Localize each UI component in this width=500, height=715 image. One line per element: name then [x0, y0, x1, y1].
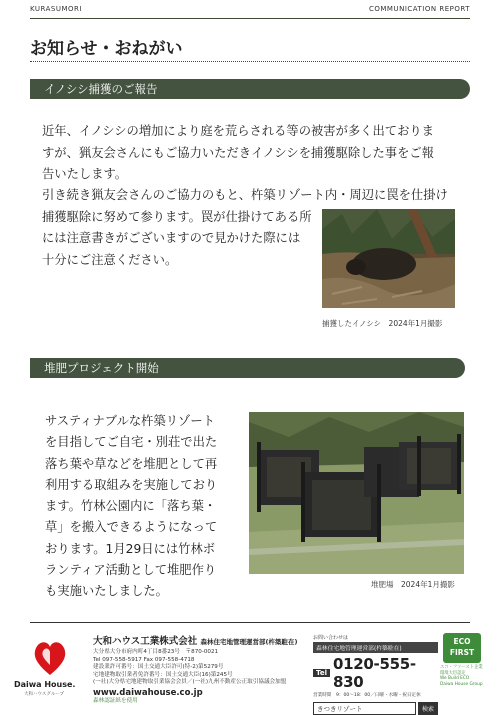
- section2-banner: [30, 358, 465, 378]
- website-link[interactable]: www.daiwahouse.co.jp: [93, 687, 203, 698]
- eco-first-badge: [443, 633, 481, 663]
- paper-note: 森林認証紙を使用: [93, 697, 138, 704]
- section1-title: イノシシ捕獲のご報告: [44, 82, 158, 96]
- boar-photo: [322, 209, 455, 308]
- logo-subtext: 大和ハウスグループ: [24, 692, 65, 697]
- company-name: 大和ハウス工業株式会社: [93, 636, 198, 647]
- section1-line: 十分にご注意ください。: [42, 252, 178, 267]
- company-block: [93, 633, 308, 706]
- header-rule: [30, 18, 470, 19]
- section2-line: も実施いたしました。: [45, 584, 168, 599]
- section2-line: 利用する取組みを実施しており: [45, 477, 218, 492]
- section2-line: サスティナブルな杵築リゾート: [45, 414, 215, 428]
- section2-line: おります。1月29日には竹林ボ: [45, 541, 216, 556]
- tel-badge: Tel: [313, 669, 330, 677]
- section2-line: ランティア活動として堆肥作り: [45, 563, 217, 578]
- section1-line: 引き続き猟友会さんのご協力のもと、杵築リゾート内・周辺に罠を仕掛け: [42, 188, 448, 202]
- section1-line: には注意書きがございますので見かけた際には: [42, 231, 301, 245]
- section1-line: 告いたします。: [42, 167, 128, 181]
- section1-paragraph1: [42, 121, 482, 186]
- contact-block: [313, 634, 438, 715]
- section2-line: 落ち葉や草などを堆肥として再: [45, 456, 218, 471]
- logo-wordmark: Daiwa House.: [14, 680, 76, 689]
- header-brand: KURASUMORI: [30, 5, 82, 13]
- section1-banner: [30, 79, 470, 99]
- section2-line: を目指してご自宅・別荘で出た: [45, 435, 218, 450]
- eco-badge-bottom: FIRST: [449, 648, 475, 657]
- address: 大分県大分市府内町4丁目8番23号 〒870-0021: [93, 649, 219, 655]
- section1-line: 捕獲駆除に努めて参ります。罠が仕掛けてある所: [42, 209, 312, 224]
- contact-dept: 森林住宅地管理運営部(杵築駐在): [313, 642, 438, 653]
- section2-line: 草」を搬入できるようになって: [45, 520, 218, 535]
- eco-badge-top: ECO: [453, 637, 471, 646]
- section2-title: 堆肥プロジェクト開始: [44, 361, 159, 375]
- title-dotted-rule: [30, 61, 470, 62]
- tel-fax: Tel 097-558-5917 Fax 097-558-4718: [93, 656, 195, 663]
- contact-label: お問い合わせは: [313, 635, 349, 641]
- section1-line: すが、猟友会さんにもご協力いただきイノシシを捕獲駆除した事をご報: [42, 145, 434, 160]
- eco-caption-line: エコ・ファースト企業: [440, 665, 483, 670]
- eco-caption: [440, 665, 488, 687]
- daiwa-house-logo-icon: [28, 635, 72, 679]
- header-report-title: COMMUNICATION REPORT: [369, 5, 470, 13]
- eco-caption-line: 環境大臣認定: [440, 670, 466, 676]
- section2-line: ます。竹林公園内に「落ち葉・: [45, 499, 217, 514]
- search-box[interactable]: きつきリゾート: [313, 702, 416, 715]
- branch-name: 森林住宅地管理運営部(杵築駐在): [200, 638, 298, 646]
- footer-rule: [30, 622, 470, 623]
- eco-caption-line: Daiwa House Group: [440, 681, 483, 687]
- free-dial-number[interactable]: 0120-555-830: [333, 655, 416, 691]
- business-hours: 営業時間 9：00～18：00／日曜・水曜・祝日定休: [313, 693, 421, 698]
- page-title: お知らせ・おねがい: [30, 39, 183, 59]
- compost-photo: [249, 412, 464, 574]
- association: (一社)大分県宅地建物取引業協会会員／(一社)九州不動産公正取引協議会加盟: [93, 679, 287, 686]
- license-construction: 建設業許可番号：国土交通大臣許可(特-2)第5279号: [93, 664, 224, 671]
- search-button[interactable]: 検索: [418, 702, 438, 715]
- license-realestate: 宅地建物取引業者免許番号：国土交通大臣(16)第245号: [93, 671, 233, 678]
- compost-photo-caption: 堆肥場 2024年1月撮影: [371, 580, 455, 589]
- boar-photo-caption: 捕獲したイノシシ 2024年1月撮影: [322, 319, 443, 328]
- section1-line: 近年、イノシシの増加により庭を荒らされる等の被害が多く出ておりま: [42, 124, 434, 138]
- section2-paragraph: [45, 411, 265, 603]
- eco-caption-line: We Build ECO: [440, 676, 470, 681]
